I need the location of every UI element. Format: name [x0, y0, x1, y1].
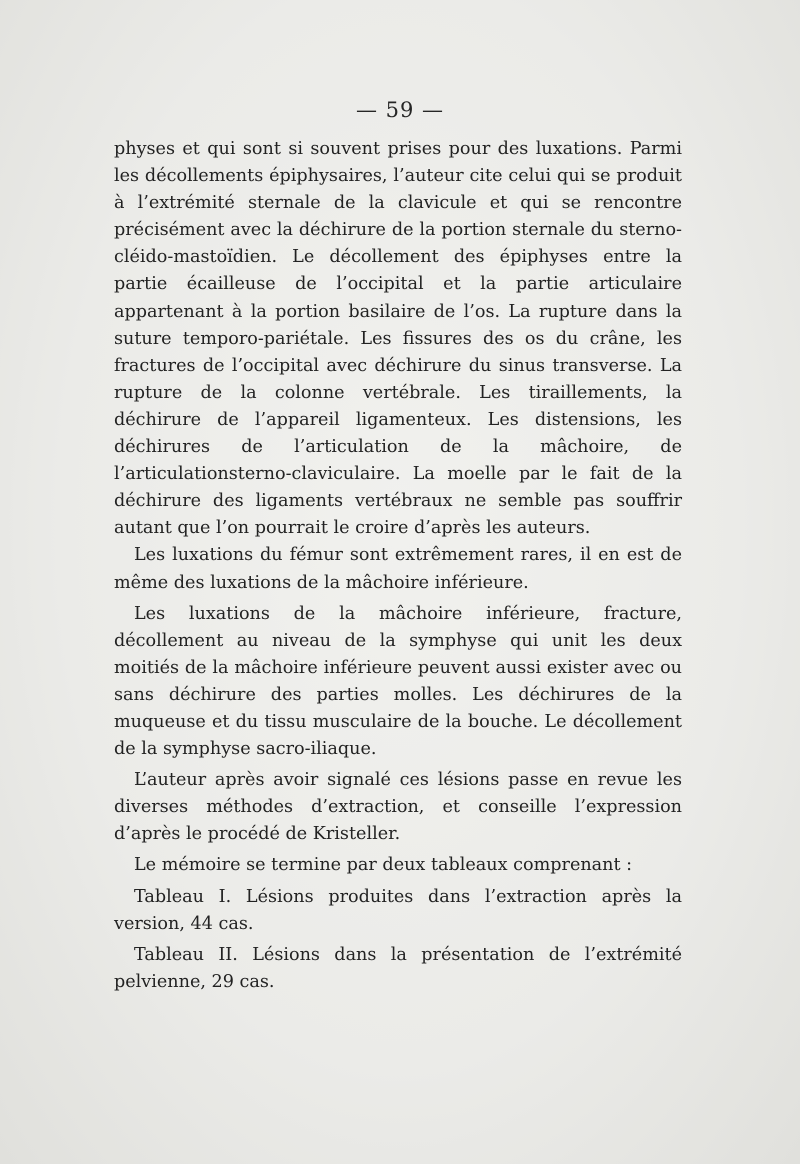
paragraph-4: L’auteur après avoir signalé ces lésions passe en revue les diverses méthodes d’extraction, et conseille l’expression d’après le procédé de Kristeller. [114, 770, 682, 845]
paragraph-5: Le mémoire se termine par deux tableaux comprenant : [134, 855, 633, 876]
paragraph-6: Tableau I. Lésions produites dans l’extraction après la version, 44 cas. [114, 886, 682, 934]
body-text [114, 136, 682, 996]
paragraph-3: Les luxations de la mâchoire inférieure, fracture, décollement au niveau de la symphyse qui unit les deux moitiés de la mâchoire inférieure peuvent aussi exister avec ou sans déchirure des parties molles. Les déchirures de la muqueuse et du tissu musculaire de la bouche. Le décollement de la symphyse sacro-iliaque. [114, 603, 682, 760]
page-number: — 59 — [355, 98, 445, 122]
paragraph-1: physes et qui sont si souvent prises pour des luxations. Parmi les décollements épiphysaires, l’auteur cite celui qui se produit à l’extrémité sternale de la clavicule et qui se rencontre précisément avec la déchirure de la portion sternale du sterno-cléido-mastoïdien. Le décollement des épiphyses entre la partie écailleuse de l’occipital et la partie articulaire appartenant à la portion basilaire de l’os. La rupture dans la suture temporo-pariétale. Les fissures des os du crâne, les fractures de l’occipital avec déchirure du sinus transverse. La rupture de la colonne vertébrale. Les tiraillements, la déchirure de l’appareil ligamenteux. Les distensions, les déchirures de l’articulation de la mâchoire, de l’articulationsterno-claviculaire. La moelle par le fait de la déchirure des ligaments vertébraux ne semble pas souffrir autant que l’on pourrait le croire d’après les auteurs. [114, 139, 682, 539]
paragraph-2: Les luxations du fémur sont extrêmement rares, il en est de même des luxations de la mâchoire inférieure. [114, 545, 682, 593]
paragraph-7: Tableau II. Lésions dans la présentation de l’extrémité pelvienne, 29 cas. [114, 944, 682, 992]
